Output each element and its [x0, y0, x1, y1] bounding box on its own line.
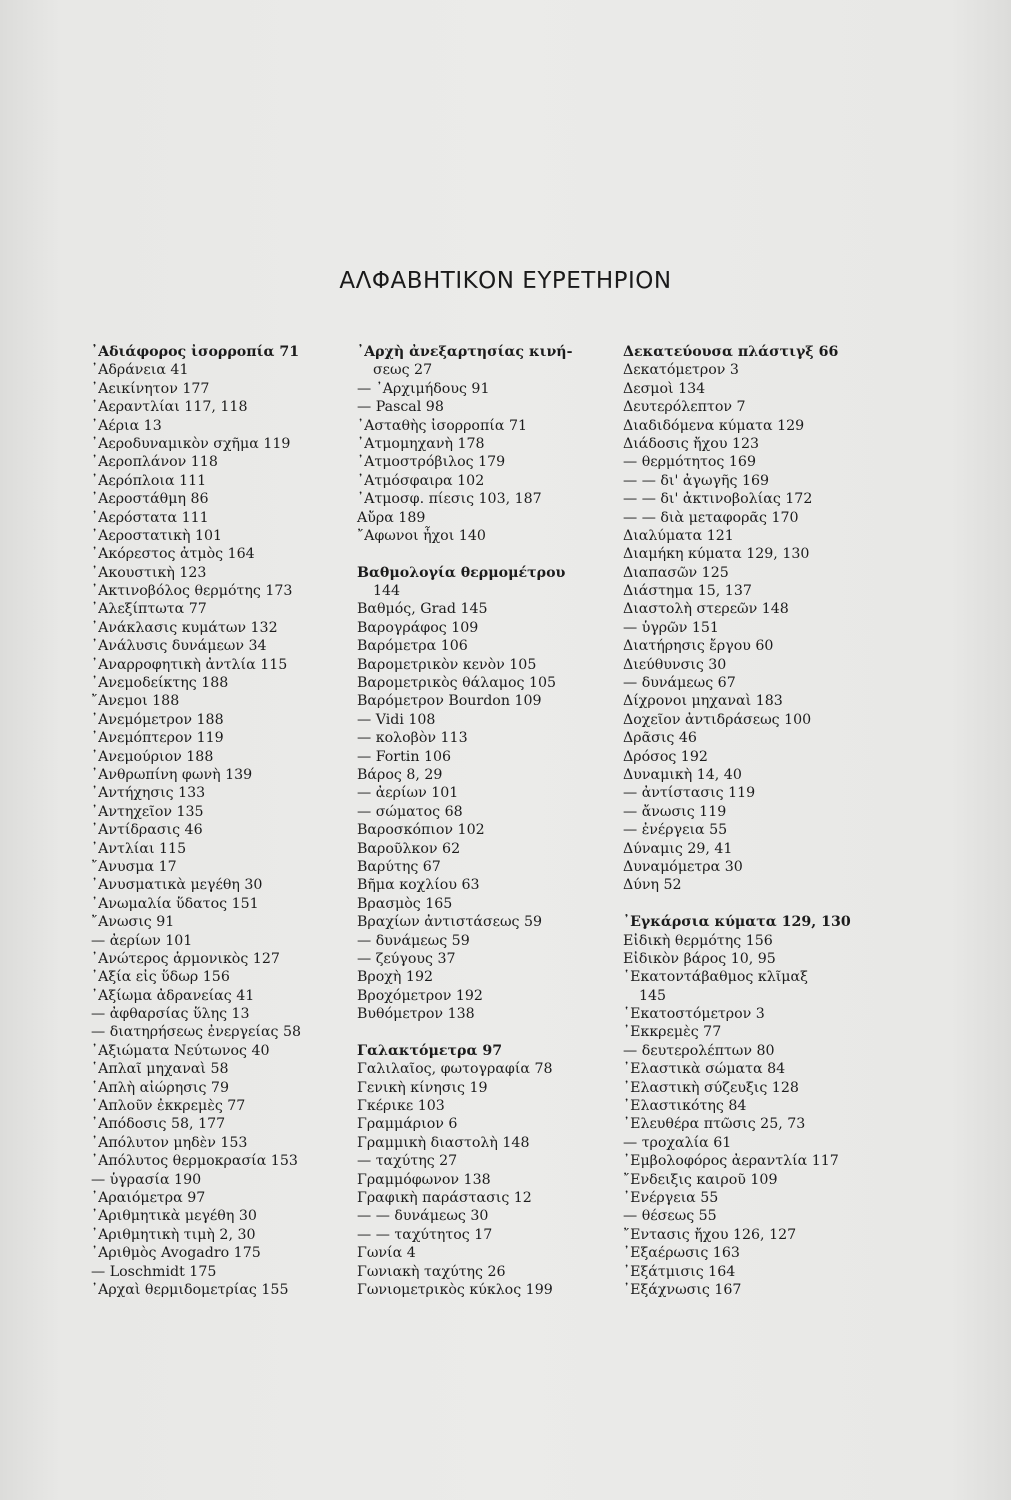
index-entry: ᾿Εξάτμισις 164 [623, 1263, 736, 1280]
index-entry: — Pascal 98 [357, 399, 444, 416]
index-entry: — ἀερίων 101 [91, 932, 193, 949]
index-entry: — ἀφθαρσίας ὕλης 13 [91, 1006, 250, 1023]
index-column-3 [623, 343, 863, 1299]
index-entry: ᾿Αριθμητικὴ τιμὴ 2, 30 [91, 1226, 256, 1243]
index-entry: ᾿Αναρροφητικὴ ἀντλία 115 [91, 656, 288, 673]
index-entry: σεως 27 [373, 362, 433, 379]
index-entry: ᾿Ελαστικὰ σώματα 84 [623, 1061, 786, 1078]
index-entry: Διατήρησις ἔργου 60 [623, 638, 774, 655]
index-entry: — διατηρήσεως ἐνεργείας 58 [91, 1024, 302, 1041]
index-entry: Δυναμόμετρα 30 [623, 858, 743, 875]
index-entry: ᾿Απόλυτον μηδὲν 153 [91, 1134, 248, 1151]
index-entry: Δεσμοὶ 134 [623, 380, 706, 397]
index-entry: ᾿Ενέργεια 55 [623, 1189, 719, 1206]
index-entry: ᾿Ατμομηχανὴ 178 [357, 435, 485, 452]
index-entry: — δυνάμεως 59 [357, 932, 470, 949]
index-column-2 [357, 343, 597, 1299]
index-entry: Δύναμις 29, 41 [623, 840, 733, 857]
index-entry: — Vidi 108 [357, 711, 436, 728]
index-entry: ῎Ανωσις 91 [91, 914, 175, 931]
index-entry: — — ταχύτητος 17 [357, 1226, 493, 1243]
index-entry: ᾿Ατμοστρόβιλος 179 [357, 454, 506, 471]
index-entry: ᾿Ανεμοδείκτης 188 [91, 675, 229, 692]
index-entry: — ζεύγους 37 [357, 950, 456, 967]
index-entry: ᾿Αξίωμα ἀδρανείας 41 [91, 987, 255, 1004]
index-entry: Βαρομετρικὸν κενὸν 105 [357, 656, 537, 673]
index-entry: ᾿Αερόστατα 111 [91, 509, 209, 526]
index-entry: Γραμμόφωνον 138 [357, 1171, 491, 1188]
index-entry: — δυνάμεως 67 [623, 675, 736, 692]
index-spacer [357, 1023, 597, 1041]
index-entry: — τροχαλία 61 [623, 1134, 732, 1151]
index-entry: ῾Εκατοστόμετρον 3 [623, 1006, 765, 1023]
index-entry: Διαπασῶν 125 [623, 564, 729, 581]
index-entry: Βαρογράφος 109 [357, 619, 479, 636]
index-entry: Βαροῦλκον 62 [357, 840, 461, 857]
index-entry: Βυθόμετρον 138 [357, 1006, 475, 1023]
index-entry: ᾿Απόλυτος θερμοκρασία 153 [91, 1153, 298, 1170]
index-entry: Διαδιδόμενα κύματα 129 [623, 417, 805, 434]
index-entry: Βρασμὸς 165 [357, 895, 453, 912]
index-entry: ᾿Ανωμαλία ὕδατος 151 [91, 895, 259, 912]
index-entry: ᾿Αεροδυναμικὸν σχῆμα 119 [91, 435, 291, 452]
index-entry: ᾿Αριθμὸς Avogadro 175 [91, 1245, 261, 1262]
index-spacer [623, 895, 863, 913]
index-entry: Βαρόμετρα 106 [357, 638, 468, 655]
index-entry: Γραμμάριον 6 [357, 1116, 458, 1133]
index-entry: ῎Ανεμοι 188 [91, 693, 180, 710]
index-entry: Βραχίων ἀντιστάσεως 59 [357, 914, 543, 931]
index-entry: — ἐνέργεια 55 [623, 822, 728, 839]
index-entry: Διαμήκη κύματα 129, 130 [623, 546, 810, 563]
index-entry: ᾿Εκκρεμὲς 77 [623, 1024, 722, 1041]
index-entry: — ἀερίων 101 [357, 785, 459, 802]
index-entry: Δεκατεύουσα πλάστιγξ 66 [623, 344, 839, 360]
index-entry: Βαθμός, Grad 145 [357, 601, 488, 618]
index-entry: — θερμότητος 169 [623, 454, 756, 471]
index-entry: Γκέρικε 103 [357, 1098, 445, 1115]
index-entry: ᾿Εξαέρωσις 163 [623, 1245, 740, 1262]
index-entry: ᾿Αξία εἰς ὕδωρ 156 [91, 969, 230, 986]
index-entry: ᾿Ακουστικὴ 123 [91, 564, 207, 581]
index-entry: ᾿Ατμοσφ. πίεσις 103, 187 [357, 491, 542, 508]
index-entry: Γωνιακὴ ταχύτης 26 [357, 1263, 506, 1280]
index-entry: Βάρος 8, 29 [357, 766, 443, 783]
index-entry: ᾿Ακόρεστος ἀτμὸς 164 [91, 546, 255, 563]
index-column-1 [91, 343, 331, 1299]
index-entry: Δυναμικὴ 14, 40 [623, 766, 742, 783]
index-entry: ῾Απλαῖ μηχαναὶ 58 [91, 1061, 229, 1078]
index-entry: Δρόσος 192 [623, 748, 708, 765]
index-entry: Βαθμολογία θερμομέτρου [357, 564, 566, 581]
index-entry: ᾿Εγκάρσια κύματα 129, 130 [623, 914, 851, 931]
index-entry: ᾿Αεραντλίαι 117, 118 [91, 399, 248, 416]
index-entry: ᾿Αεροστατικὴ 101 [91, 527, 223, 544]
index-entry: ᾿Ανεμούριον 188 [91, 748, 214, 765]
index-entry: ᾿Ελευθέρα πτῶσις 25, 73 [623, 1116, 806, 1133]
index-entry: ῾Εκατοντάβαθμος κλῖμαξ [623, 969, 808, 986]
index-entry: ᾿Αερόπλοια 111 [91, 472, 207, 489]
index-entry: Βαρύτης 67 [357, 858, 441, 875]
index-entry: ᾿Ανεμόμετρον 188 [91, 711, 224, 728]
index-entry: ᾿Ανώτερος ἁρμονικὸς 127 [91, 950, 280, 967]
index-entry: Δευτερόλεπτον 7 [623, 399, 746, 416]
index-entry: Διεύθυνσις 30 [623, 656, 727, 673]
index-entry: Γωνία 4 [357, 1245, 416, 1262]
index-entry: Βαρομετρικὸς θάλαμος 105 [357, 675, 557, 692]
index-entry: ᾿Ακτινοβόλος θερμότης 173 [91, 583, 293, 600]
index-entry: Δεκατόμετρον 3 [623, 362, 739, 379]
index-entry: ᾿Αντηχεῖον 135 [91, 803, 204, 820]
index-entry: Δύνη 52 [623, 877, 682, 894]
index-entry: ᾿Απόδοσις 58, 177 [91, 1116, 226, 1133]
index-entry: ᾿Αξιώματα Νεύτωνος 40 [91, 1042, 270, 1059]
index-entry: ᾿Αεικίνητον 177 [91, 380, 210, 397]
index-entry: ᾿Αντήχησις 133 [91, 785, 206, 802]
index-entry: 144 [373, 583, 401, 600]
index-entry: ᾿Ελαστικὴ σύζευξις 128 [623, 1079, 799, 1096]
index-entry: ῎Ενδειξις καιροῦ 109 [623, 1171, 778, 1188]
index-entry: Δοχεῖον ἀντιδράσεως 100 [623, 711, 812, 728]
index-entry: ᾿Αρχὴ ἀνεξαρτησίας κινή- [357, 344, 573, 360]
index-entry: Εἰδικὸν βάρος 10, 95 [623, 950, 776, 967]
index-spacer [357, 545, 597, 563]
index-entry: Διαστολὴ στερεῶν 148 [623, 601, 789, 618]
index-entry: ᾿Αδιάφορος ἰσορροπία 71 [91, 344, 300, 360]
index-entry: ᾿Ανάλυσις δυνάμεων 34 [91, 638, 267, 655]
index-title: ΑΛΦΑΒΗΤΙΚΟΝ ΕΥΡΕΤΗΡΙΟΝ [339, 268, 672, 294]
index-entry: Αὔρα 189 [357, 509, 426, 526]
index-entry: ᾿Ελαστικότης 84 [623, 1098, 747, 1115]
index-entry: Γαλακτόμετρα 97 [357, 1042, 503, 1059]
index-entry: Δρᾶσις 46 [623, 730, 697, 747]
index-entry: Γραφικὴ παράστασις 12 [357, 1189, 532, 1206]
index-entry: — ταχύτης 27 [357, 1153, 458, 1170]
index-entry: ᾿Αντίδρασις 46 [91, 822, 203, 839]
index-entry: Γαλιλαῖος, φωτογραφία 78 [357, 1061, 553, 1078]
index-entry: — δευτερολέπτων 80 [623, 1042, 775, 1059]
index-entry: ᾿Ανάκλασις κυμάτων 132 [91, 619, 278, 636]
index-entry: ᾿Αέρια 13 [91, 417, 162, 434]
index-entry: — — δυνάμεως 30 [357, 1208, 489, 1225]
index-entry: ᾿Αδράνεια 41 [91, 362, 189, 379]
index-entry: Γενικὴ κίνησις 19 [357, 1079, 488, 1096]
index-entry: — ἀντίστασις 119 [623, 785, 756, 802]
index-entry: ᾿Ασταθὴς ἰσορροπία 71 [357, 417, 527, 434]
index-entry: 145 [639, 987, 667, 1004]
index-entry: — — δι' ἀγωγῆς 169 [623, 472, 770, 489]
index-entry: Διάδοσις ἤχου 123 [623, 435, 760, 452]
index-entry: Γραμμικὴ διαστολὴ 148 [357, 1134, 530, 1151]
index-entry: Βροχὴ 192 [357, 969, 433, 986]
index-entry: ᾿Αρχαὶ θερμιδομετρίας 155 [91, 1281, 289, 1298]
index-entry: Δίχρονοι μηχαναὶ 183 [623, 693, 783, 710]
index-entry: ῾Απλὴ αἰώρησις 79 [91, 1079, 229, 1096]
index-entry: — — δι' ἀκτινοβολίας 172 [623, 491, 813, 508]
index-entry: — ἄνωσις 119 [623, 803, 727, 820]
index-entry: ᾿Αραιόμετρα 97 [91, 1189, 206, 1206]
index-entry: ᾿Αεροστάθμη 86 [91, 491, 209, 508]
index-entry: Βῆμα κοχλίου 63 [357, 877, 480, 894]
index-entry: ᾿Αντλίαι 115 [91, 840, 187, 857]
index-entry: ᾿Αεροπλάνον 118 [91, 454, 218, 471]
index-entry: ᾿Ατμόσφαιρα 102 [357, 472, 485, 489]
index-entry: — ὑγρῶν 151 [623, 619, 719, 636]
index-entry: Διαλύματα 121 [623, 527, 734, 544]
index-entry: Βροχόμετρον 192 [357, 987, 483, 1004]
index-entry: ῾Απλοῦν ἐκκρεμὲς 77 [91, 1098, 246, 1115]
index-entry: ῎Ανυσμα 17 [91, 858, 177, 875]
index-entry: Γωνιομετρικὸς κύκλος 199 [357, 1281, 553, 1298]
index-entry: — ὑγρασία 190 [91, 1171, 202, 1188]
index-entry: — ᾿Αρχιμήδους 91 [357, 380, 490, 397]
index-entry: — — διὰ μεταφορᾶς 170 [623, 509, 799, 526]
index-entry: ᾿Ανυσματικὰ μεγέθη 30 [91, 877, 263, 894]
index-entry: Διάστημα 15, 137 [623, 583, 752, 600]
index-entry: Βαροσκόπιον 102 [357, 822, 485, 839]
index-entry: — θέσεως 55 [623, 1208, 717, 1225]
index-entry: Εἰδικὴ θερμότης 156 [623, 932, 773, 949]
index-entry: — κολοβὸν 113 [357, 730, 468, 747]
index-entry: — Loschmidt 175 [91, 1263, 217, 1280]
index-entry: Βαρόμετρον Bourdon 109 [357, 693, 542, 710]
index-entry: ᾿Ανθρωπίνη φωνὴ 139 [91, 766, 253, 783]
index-entry: — Fortin 106 [357, 748, 452, 765]
index-entry: ᾿Αριθμητικὰ μεγέθη 30 [91, 1208, 257, 1225]
index-entry: ᾿Ανεμόπτερον 119 [91, 730, 224, 747]
index-entry: ᾿Εμβολοφόρος ἀεραντλία 117 [623, 1153, 839, 1170]
index-entry: ῎Εντασις ἤχου 126, 127 [623, 1226, 797, 1243]
index-entry: ῎Αφωνοι ἦχοι 140 [357, 527, 486, 544]
index-entry: ᾿Αλεξίπτωτα 77 [91, 601, 207, 618]
index-entry: — σώματος 68 [357, 803, 463, 820]
index-entry: ᾿Εξάχνωσις 167 [623, 1281, 742, 1298]
